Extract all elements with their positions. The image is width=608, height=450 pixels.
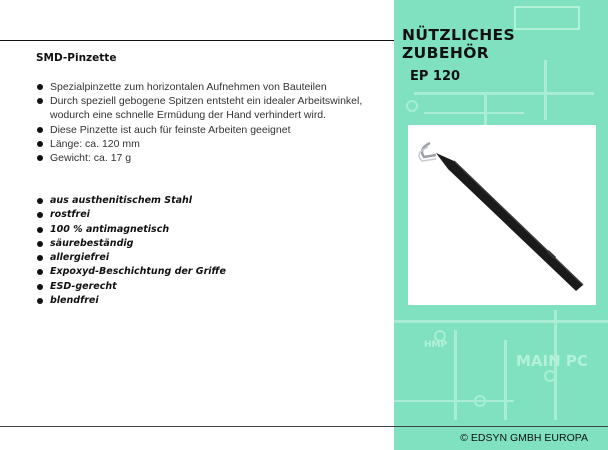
bullet-icon xyxy=(37,298,43,304)
list-item: allergiefrei xyxy=(36,251,226,265)
list-item: aus austhenitischem Stahl xyxy=(36,194,226,208)
list-item: ESD-gerecht xyxy=(36,280,226,294)
list-item: 100 % antimagnetisch xyxy=(36,223,226,237)
copyright-footer: © EDSYN GMBH EUROPA xyxy=(460,432,588,444)
list-item: Länge: ca. 120 mm xyxy=(36,137,366,151)
bullet-icon xyxy=(37,212,43,218)
section-title: NÜTZLICHES ZUBEHÖR xyxy=(402,26,516,62)
list-item: Durch speziell gebogene Spitzen entsteht ein idealer Arbeitswinkel, wodurch eine schnelle Ermüdung der Hand verhindert wird. xyxy=(36,94,366,122)
bullet-icon xyxy=(37,84,43,90)
top-divider xyxy=(0,40,394,41)
bullet-icon xyxy=(37,227,43,233)
feature-list xyxy=(36,80,366,165)
bullet-icon xyxy=(37,269,43,275)
bottom-divider xyxy=(0,426,608,427)
model-code: EP 120 xyxy=(410,69,461,84)
bullet-icon xyxy=(37,284,43,290)
tweezers-photo xyxy=(408,125,596,305)
list-item: Expoxyd-Beschichtung der Griffe xyxy=(36,265,226,279)
bullet-icon xyxy=(37,198,43,204)
bullet-icon xyxy=(37,155,43,161)
property-list xyxy=(36,194,226,308)
list-item: rostfrei xyxy=(36,208,226,222)
list-item: Spezialpinzette zum horizontalen Aufnehmen von Bauteilen xyxy=(36,80,366,94)
list-item: Diese Pinzette ist auch für feinste Arbeiten geeignet xyxy=(36,123,366,137)
bullet-icon xyxy=(37,98,43,104)
bullet-icon xyxy=(37,241,43,247)
bullet-icon xyxy=(37,141,43,147)
list-item: Gewicht: ca. 17 g xyxy=(36,151,366,165)
bullet-icon xyxy=(37,255,43,261)
pcb-silkscreen-text: MAIN PC xyxy=(516,352,588,370)
bullet-icon xyxy=(37,127,43,133)
product-heading: SMD-Pinzette xyxy=(36,52,117,64)
pcb-silkscreen-text: HMP xyxy=(424,340,448,350)
product-photo xyxy=(408,125,596,305)
list-item: blendfrei xyxy=(36,294,226,308)
list-item: säurebeständig xyxy=(36,237,226,251)
